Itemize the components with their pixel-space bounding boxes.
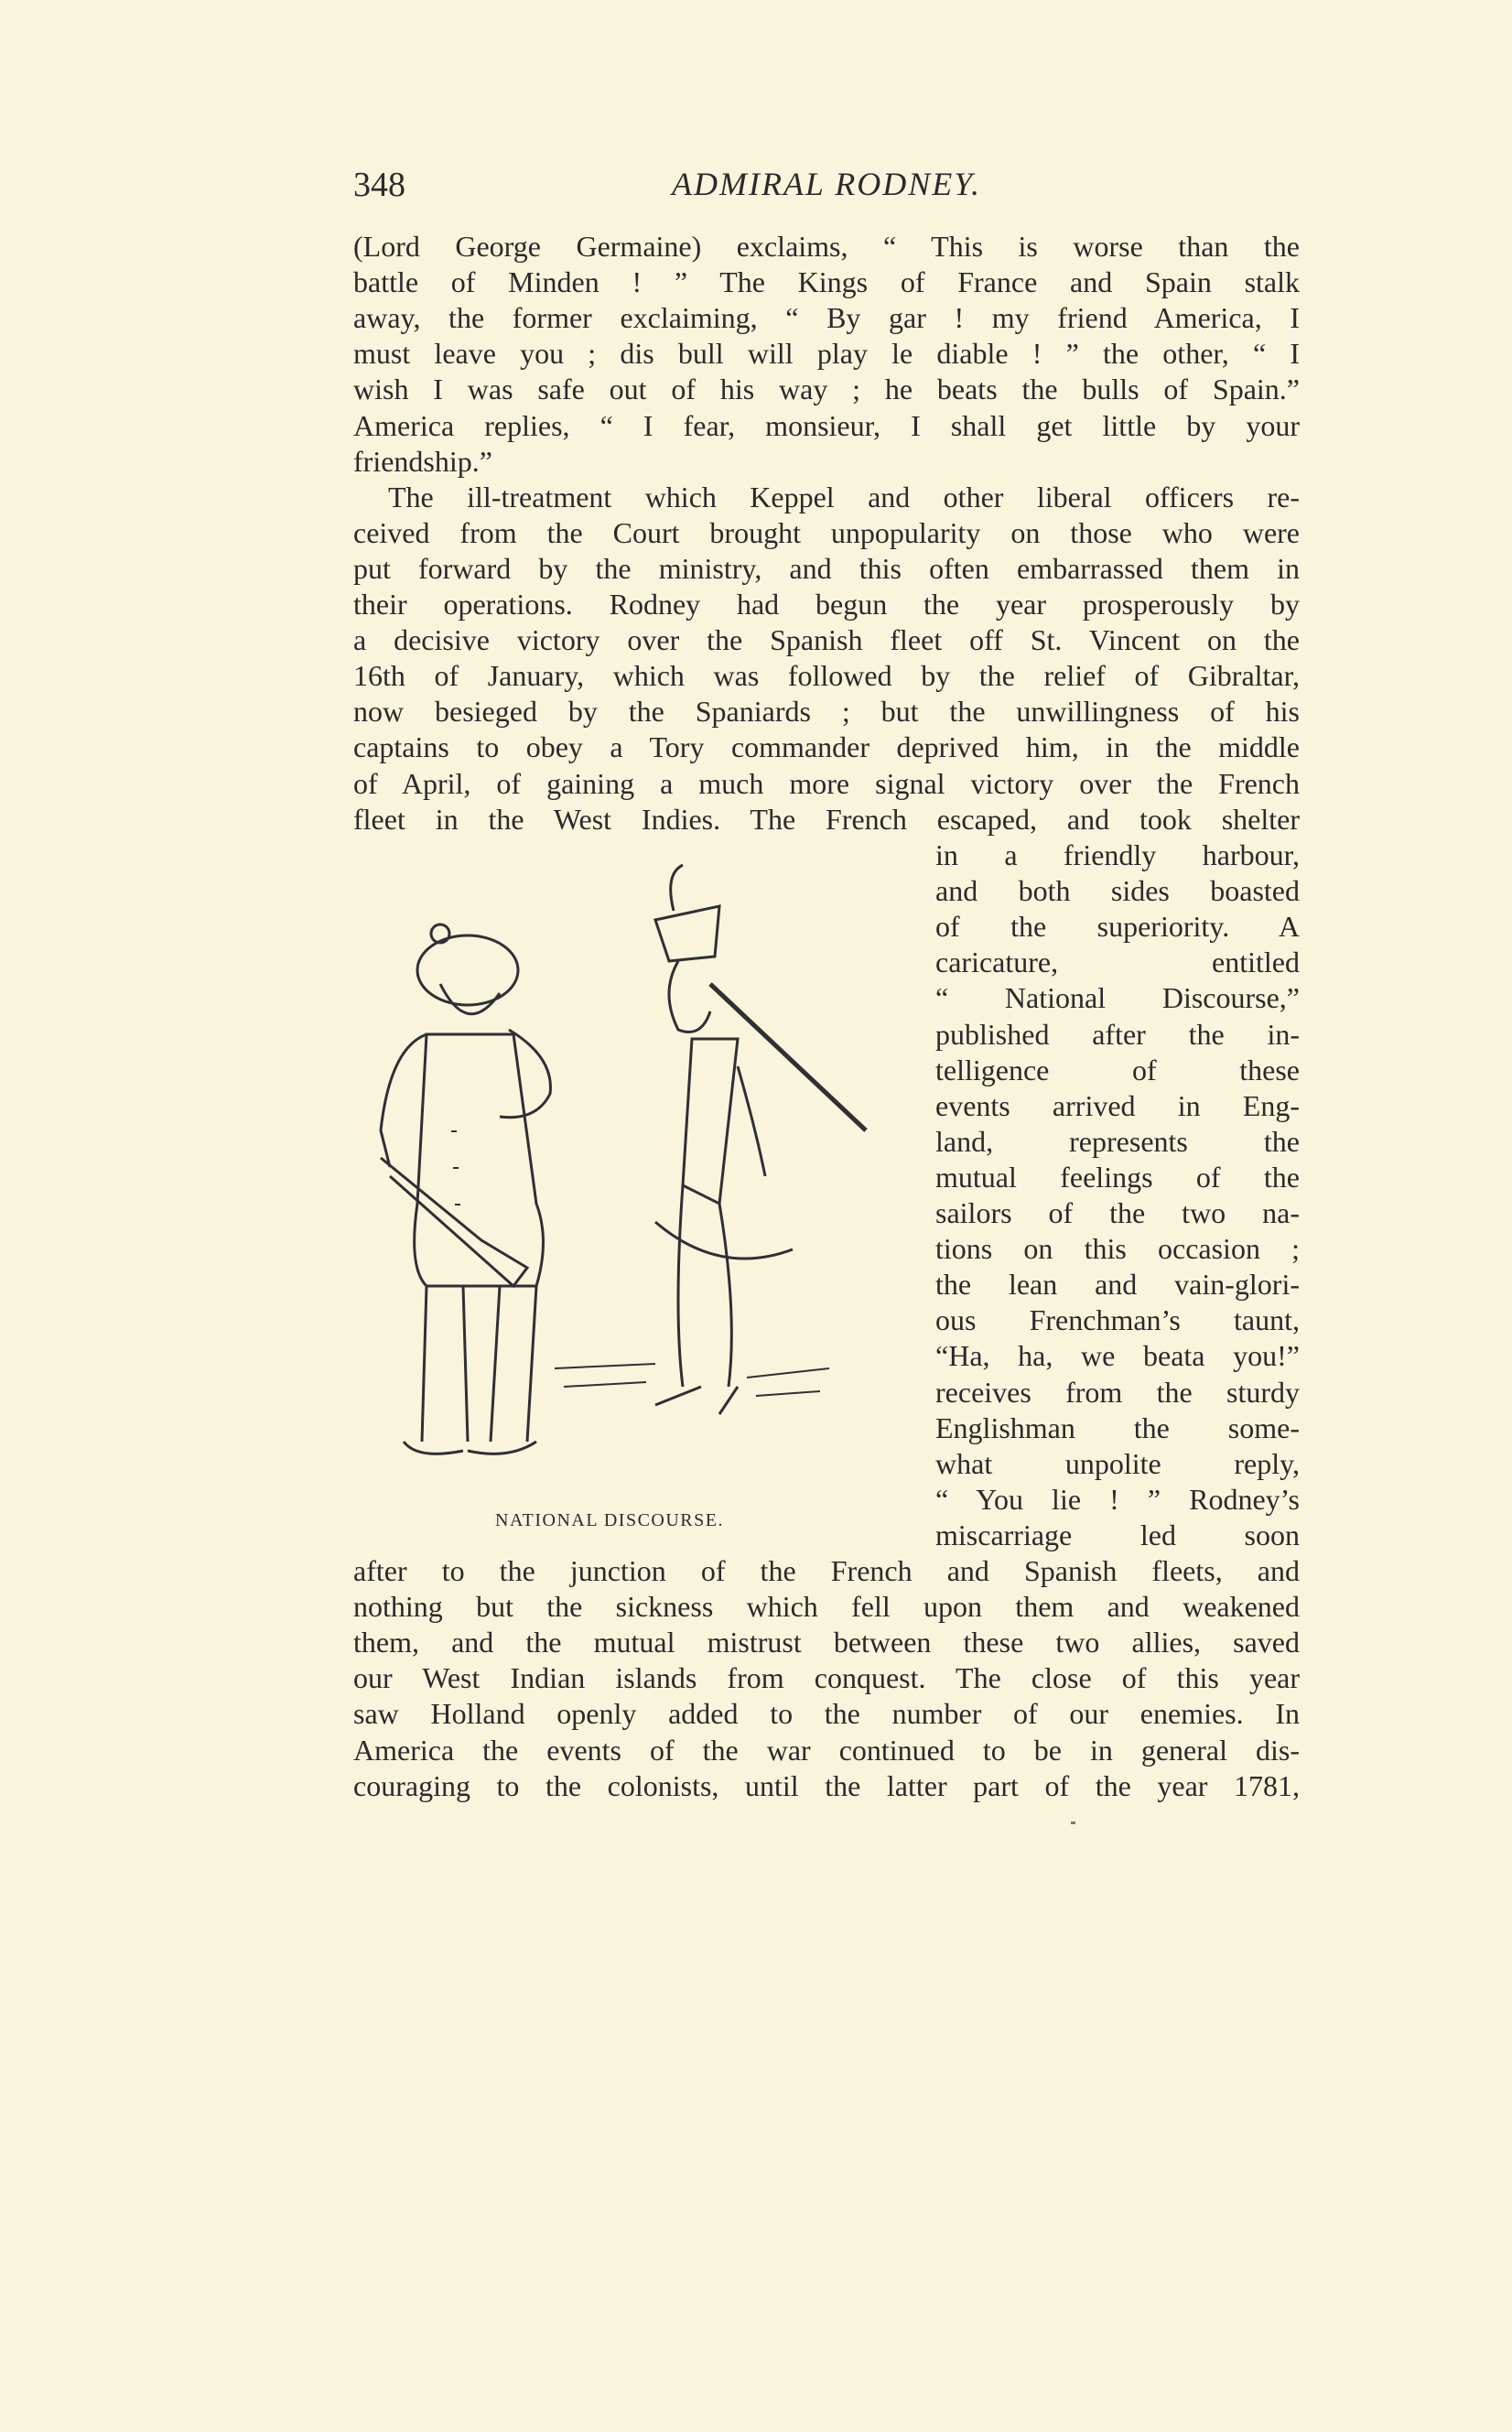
figure-caption: NATIONAL DISCOURSE. (495, 1510, 724, 1530)
text-line (935, 1267, 1300, 1302)
text-line-content: The ill-treatment which Keppel and other liberal officers re- (388, 480, 1300, 513)
text-line (935, 1053, 1300, 1088)
text-line-content: now besieged by the Spaniards ; but the unwillingness of his (353, 695, 1300, 729)
text-line-content: the lean and vain-glori- (935, 1268, 1300, 1302)
text-line-content: 16th of January, which was followed by the relief of Gibraltar, (353, 659, 1300, 693)
text-line (935, 1017, 1300, 1053)
text-line (935, 909, 1300, 945)
text-line (935, 1160, 1300, 1195)
text-line-content: battle of Minden ! ” The Kings of France and Spain stalk (353, 265, 1300, 299)
text-line-content: “Ha, ha, we beata you!” (935, 1339, 1300, 1373)
running-header (353, 165, 1300, 211)
page-number: 348 (353, 166, 405, 204)
text-line (353, 300, 1300, 336)
text-line (353, 1768, 1300, 1804)
text-line-content: wish I was safe out of his way ; he beats the bulls of Spain.” (353, 373, 1300, 406)
text-line-content: Englishman the some- (935, 1411, 1300, 1444)
text-line (353, 229, 1300, 265)
text-line (353, 1733, 1300, 1768)
text-line (353, 408, 1300, 444)
text-line (353, 622, 1300, 658)
text-line-content: receives from the sturdy (935, 1375, 1300, 1409)
text-line (353, 802, 1300, 838)
text-line (935, 1482, 1300, 1518)
text-line-content: fleet in the West Indies. The French escaped, and took shelter (353, 802, 1300, 836)
text-line (353, 766, 1300, 802)
text-line-content: and both sides boasted (935, 874, 1300, 908)
text-line (935, 1302, 1300, 1338)
text-line (353, 1696, 1300, 1732)
text-line (353, 1553, 1300, 1589)
text-line-content: captains to obey a Tory commander deprived him, in the middle (353, 730, 1300, 764)
text-line (935, 945, 1300, 980)
text-line (353, 694, 1300, 730)
text-line-content: put forward by the ministry, and this often embarrassed them in (353, 551, 1300, 585)
text-line-content: mutual feelings of the (935, 1160, 1300, 1194)
speck (1071, 1821, 1075, 1824)
text-line-content: sailors of the two na- (935, 1196, 1300, 1229)
text-line-content: “ National Discourse,” (935, 981, 1300, 1015)
text-line (353, 372, 1300, 407)
text-line (935, 1411, 1300, 1446)
text-line-content: a decisive victory over the Spanish fleet off St. Vincent on the (353, 623, 1300, 657)
text-line-content: friendship.” (353, 444, 492, 478)
text-line (353, 444, 1300, 480)
illustration-national-discourse (353, 856, 921, 1497)
text-line (353, 1625, 1300, 1660)
text-line (353, 480, 1300, 515)
text-line (935, 1088, 1300, 1124)
text-line (935, 1338, 1300, 1374)
text-line (935, 838, 1300, 873)
text-line-content: them, and the mutual mistrust between these two allies, saved (353, 1626, 1300, 1659)
text-line-content: our West Indian islands from conquest. The close of this year (353, 1661, 1300, 1695)
text-line-content: events arrived in Eng- (935, 1088, 1300, 1122)
text-line-content: (Lord George Germaine) exclaims, “ This is worse than the (353, 230, 1300, 263)
text-line (353, 1660, 1300, 1696)
text-line (935, 980, 1300, 1016)
text-line (935, 1375, 1300, 1411)
text-line-content: “ You lie ! ” Rodney’s (935, 1482, 1300, 1516)
text-line (935, 1518, 1300, 1553)
text-line (353, 730, 1300, 765)
text-line-content: ceived from the Court brought unpopularity on those who were (353, 515, 1300, 549)
text-line-content: miscarriage led soon (935, 1518, 1300, 1551)
text-line-content: ous Frenchman’s taunt, (935, 1303, 1300, 1337)
text-line-content: published after the in- (935, 1017, 1300, 1051)
text-line-content: tions on this occasion ; (935, 1232, 1300, 1266)
text-line-content: caricature, entitled (935, 946, 1300, 979)
text-line (935, 1195, 1300, 1231)
text-line (353, 515, 1300, 551)
text-line (353, 265, 1300, 300)
text-line-content: land, represents the (935, 1124, 1300, 1158)
text-line (353, 658, 1300, 694)
text-line (935, 1124, 1300, 1160)
text-line (353, 587, 1300, 622)
text-line (353, 1589, 1300, 1625)
text-line-content: in a friendly harbour, (935, 838, 1300, 871)
text-line-content: saw Holland openly added to the number of our enemies. In (353, 1697, 1300, 1731)
text-line-content: America replies, “ I fear, monsieur, I shall get little by your (353, 408, 1300, 442)
english-sailor-figure (381, 924, 550, 1454)
text-line-content: their operations. Rodney had begun the year prosperously by (353, 588, 1300, 621)
text-line-content: telligence of these (935, 1053, 1300, 1086)
text-line-content: America the events of the war continued to be in general dis- (353, 1733, 1300, 1767)
running-title: ADMIRAL RODNEY. (671, 166, 982, 202)
text-line (935, 873, 1300, 909)
text-line-content: must leave you ; dis bull will play le diable ! ” the other, “ I (353, 337, 1300, 371)
text-line (353, 551, 1300, 587)
text-line (935, 1446, 1300, 1482)
french-sailor-figure (555, 865, 866, 1414)
text-line (935, 1231, 1300, 1267)
text-line (353, 336, 1300, 372)
text-line-content: couraging to the colonists, until the latter part of the year 1781, (353, 1768, 1300, 1802)
text-line-content: of April, of gaining a much more signal victory over the French (353, 766, 1300, 800)
text-line-content: of the superiority. A (935, 910, 1300, 944)
text-line-content: nothing but the sickness which fell upon them and weakened (353, 1590, 1300, 1624)
text-line-content: after to the junction of the French and Spanish fleets, and (353, 1554, 1300, 1587)
text-line-content: what unpolite reply, (935, 1446, 1300, 1480)
text-line-content: away, the former exclaiming, “ By gar ! my friend America, I (353, 301, 1300, 335)
